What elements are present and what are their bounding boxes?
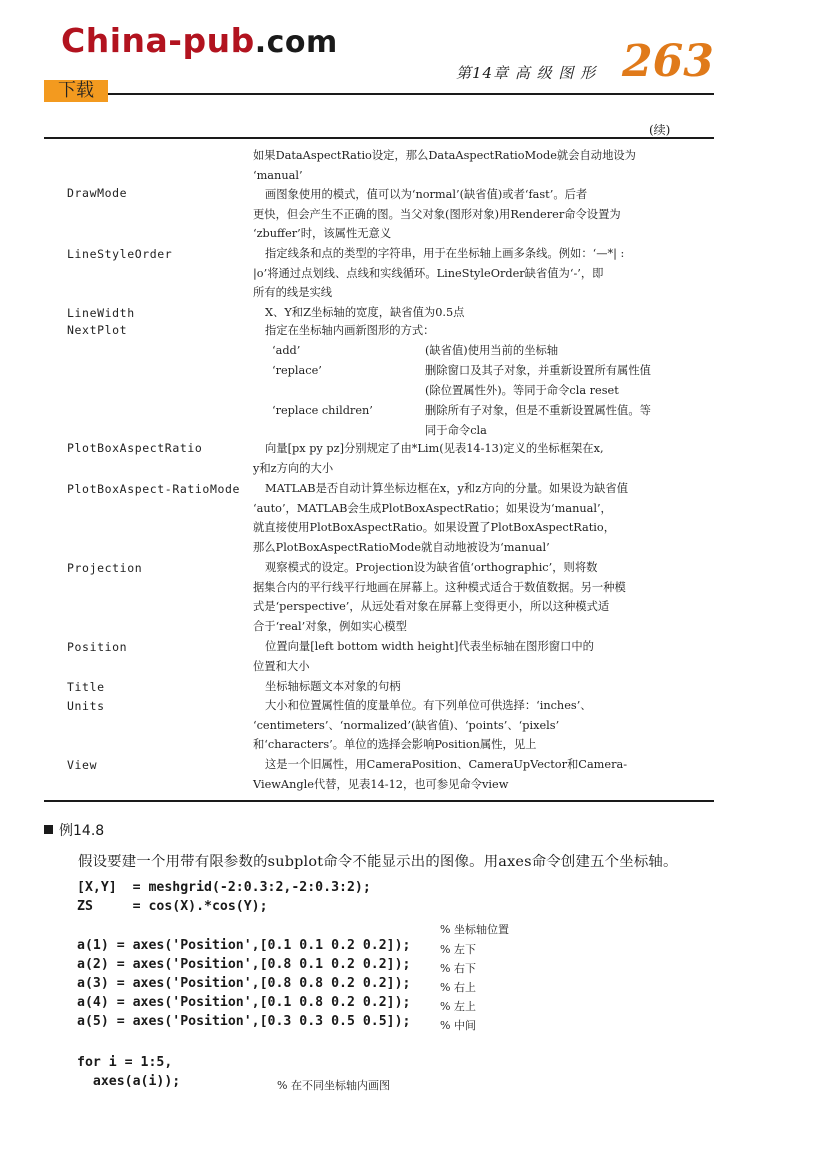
nextplot-option-desc: 删除窗口及其子对象，并重新设置所有属性值 bbox=[425, 364, 651, 377]
nextplot-option-desc: 同于命令cla bbox=[425, 424, 487, 437]
property-description: 向量[px py pz]分别规定了由*Lim(见表14-13)定义的坐标框架在x, y和z方向的大小 bbox=[253, 442, 604, 475]
code-line: a(4) = axes('Position',[0.1 0.8 0.2 0.2]); bbox=[77, 995, 411, 1010]
code-comment: % 右上 bbox=[440, 981, 476, 994]
code-comment: % 右下 bbox=[440, 962, 476, 975]
code-comment: % 在不同坐标轴内画图 bbox=[277, 1079, 390, 1092]
property-description: 大小和位置属性值的度量单位。有下列单位可供选择：‘inches’、 ‘centimeters’、‘normalized’(缺省值)、‘points’、‘pixels’ 和‘characters’。单位的选择会影响Position属性，见上 bbox=[253, 699, 592, 752]
nextplot-option-desc: 删除所有子对象，但是不重新设置属性值。等 bbox=[425, 404, 651, 417]
property-name: LineWidth bbox=[67, 306, 135, 320]
property-name: Position bbox=[67, 640, 128, 654]
code-line: ZS = cos(X).*cos(Y); bbox=[77, 899, 268, 914]
chapter-title: 第14章 高 级 图 形 bbox=[456, 64, 597, 82]
property-description: 位置向量[left bottom width height]代表坐标轴在图形窗口中的 位置和大小 bbox=[253, 640, 594, 673]
code-line: a(2) = axes('Position',[0.8 0.1 0.2 0.2]); bbox=[77, 957, 411, 972]
property-description: 坐标轴标题文本对象的句柄 bbox=[265, 680, 401, 693]
property-description: 指定线条和点的类型的字符串，用于在坐标轴上画多条线。例如：‘—*| : |o’将通过点划线、点线和实线循环。LineStyleOrder缺省值为‘-’，即 所有的线是实线 bbox=[253, 247, 625, 300]
code-line: axes(a(i)); bbox=[77, 1074, 181, 1089]
property-description: X、Y和Z坐标轴的宽度，缺省值为0.5点 bbox=[265, 306, 465, 319]
property-description: 如果DataAspectRatio设定，那么DataAspectRatioMode就会自动地设为 ‘manual’ bbox=[253, 149, 636, 182]
nextplot-option-desc: (缺省值)使用当前的坐标轴 bbox=[425, 344, 559, 357]
code-line: for i = 1:5, bbox=[77, 1055, 173, 1070]
nextplot-option-value: ‘replace children’ bbox=[272, 404, 373, 417]
example-intro: 假设要建一个用带有限参数的subplot命令不能显示出的图像。用axes命令创建五个坐标轴。 bbox=[78, 854, 678, 870]
code-line: a(1) = axes('Position',[0.1 0.1 0.2 0.2]); bbox=[77, 938, 411, 953]
property-name: Units bbox=[67, 699, 105, 713]
page-number: 263 bbox=[622, 36, 714, 87]
china-pub-logo: China-pub.com bbox=[61, 21, 338, 60]
code-comment: % 中间 bbox=[440, 1019, 476, 1032]
property-description: MATLAB是否自动计算坐标边框在x，y和z方向的分量。如果设为缺省值 ‘auto’，MATLAB会生成PlotBoxAspectRatio；如果设为‘manual’， 就直接使用PlotBoxAspectRatio。如果设置了PlotBoxAspectRatio， 那么PlotBoxAspectRatioMode就自动地被设为‘manual’ bbox=[253, 482, 629, 554]
code-comment: % 坐标轴位置 bbox=[440, 923, 509, 936]
property-name: Projection bbox=[67, 561, 143, 575]
header-rule bbox=[108, 93, 714, 95]
code-line: a(5) = axes('Position',[0.3 0.3 0.5 0.5]); bbox=[77, 1014, 411, 1029]
property-description: 指定在坐标轴内画新图形的方式： bbox=[265, 324, 435, 337]
property-name: LineStyleOrder bbox=[67, 247, 173, 261]
property-name: Title bbox=[67, 680, 105, 694]
nextplot-option-value: ‘add’ bbox=[272, 344, 301, 357]
property-name: NextPlot bbox=[67, 323, 128, 337]
property-name: PlotBoxAspectRatio bbox=[67, 441, 203, 455]
square-bullet-icon bbox=[44, 825, 53, 834]
code-line: [X,Y] = meshgrid(-2:0.3:2,-2:0.3:2); bbox=[77, 880, 371, 895]
property-description: 画图象使用的模式，值可以为‘normal’(缺省值)或者‘fast’。后者 更快，但会产生不正确的图。当父对象(图形对象)用Renderer命令设置为 ‘zbuffer’时，该属性无意义 bbox=[253, 188, 621, 241]
code-line: a(3) = axes('Position',[0.8 0.8 0.2 0.2]); bbox=[77, 976, 411, 991]
code-comment: % 左上 bbox=[440, 1000, 476, 1013]
nextplot-option-desc: (除位置属性外)。等同于命令cla reset bbox=[425, 384, 619, 397]
download-badge: 下载 bbox=[44, 80, 108, 102]
property-description: 观察模式的设定。Projection设为缺省值‘orthographic’，则将数 据集合内的平行线平行地画在屏幕上。这种模式适合于数值数据。另一种模 式是‘perspective’，从远处看对象在屏幕上变得更小，所以这种模式适 合于‘real’对象，例如实心模型 bbox=[253, 561, 626, 633]
property-name: View bbox=[67, 758, 98, 772]
property-description: 这是一个旧属性，用CameraPosition、CameraUpVector和Camera- ViewAngle代替，见表14-12，也可参见命令view bbox=[253, 758, 628, 791]
property-name: PlotBoxAspect-RatioMode bbox=[67, 482, 241, 496]
nextplot-option-value: ‘replace’ bbox=[272, 364, 322, 377]
example-heading: 例14.8 bbox=[44, 820, 104, 840]
property-name: DrawMode bbox=[67, 186, 128, 200]
continued-label: (续) bbox=[649, 123, 671, 137]
table-top-rule bbox=[44, 137, 714, 139]
table-bottom-rule bbox=[44, 800, 714, 802]
code-comment: % 左下 bbox=[440, 943, 476, 956]
